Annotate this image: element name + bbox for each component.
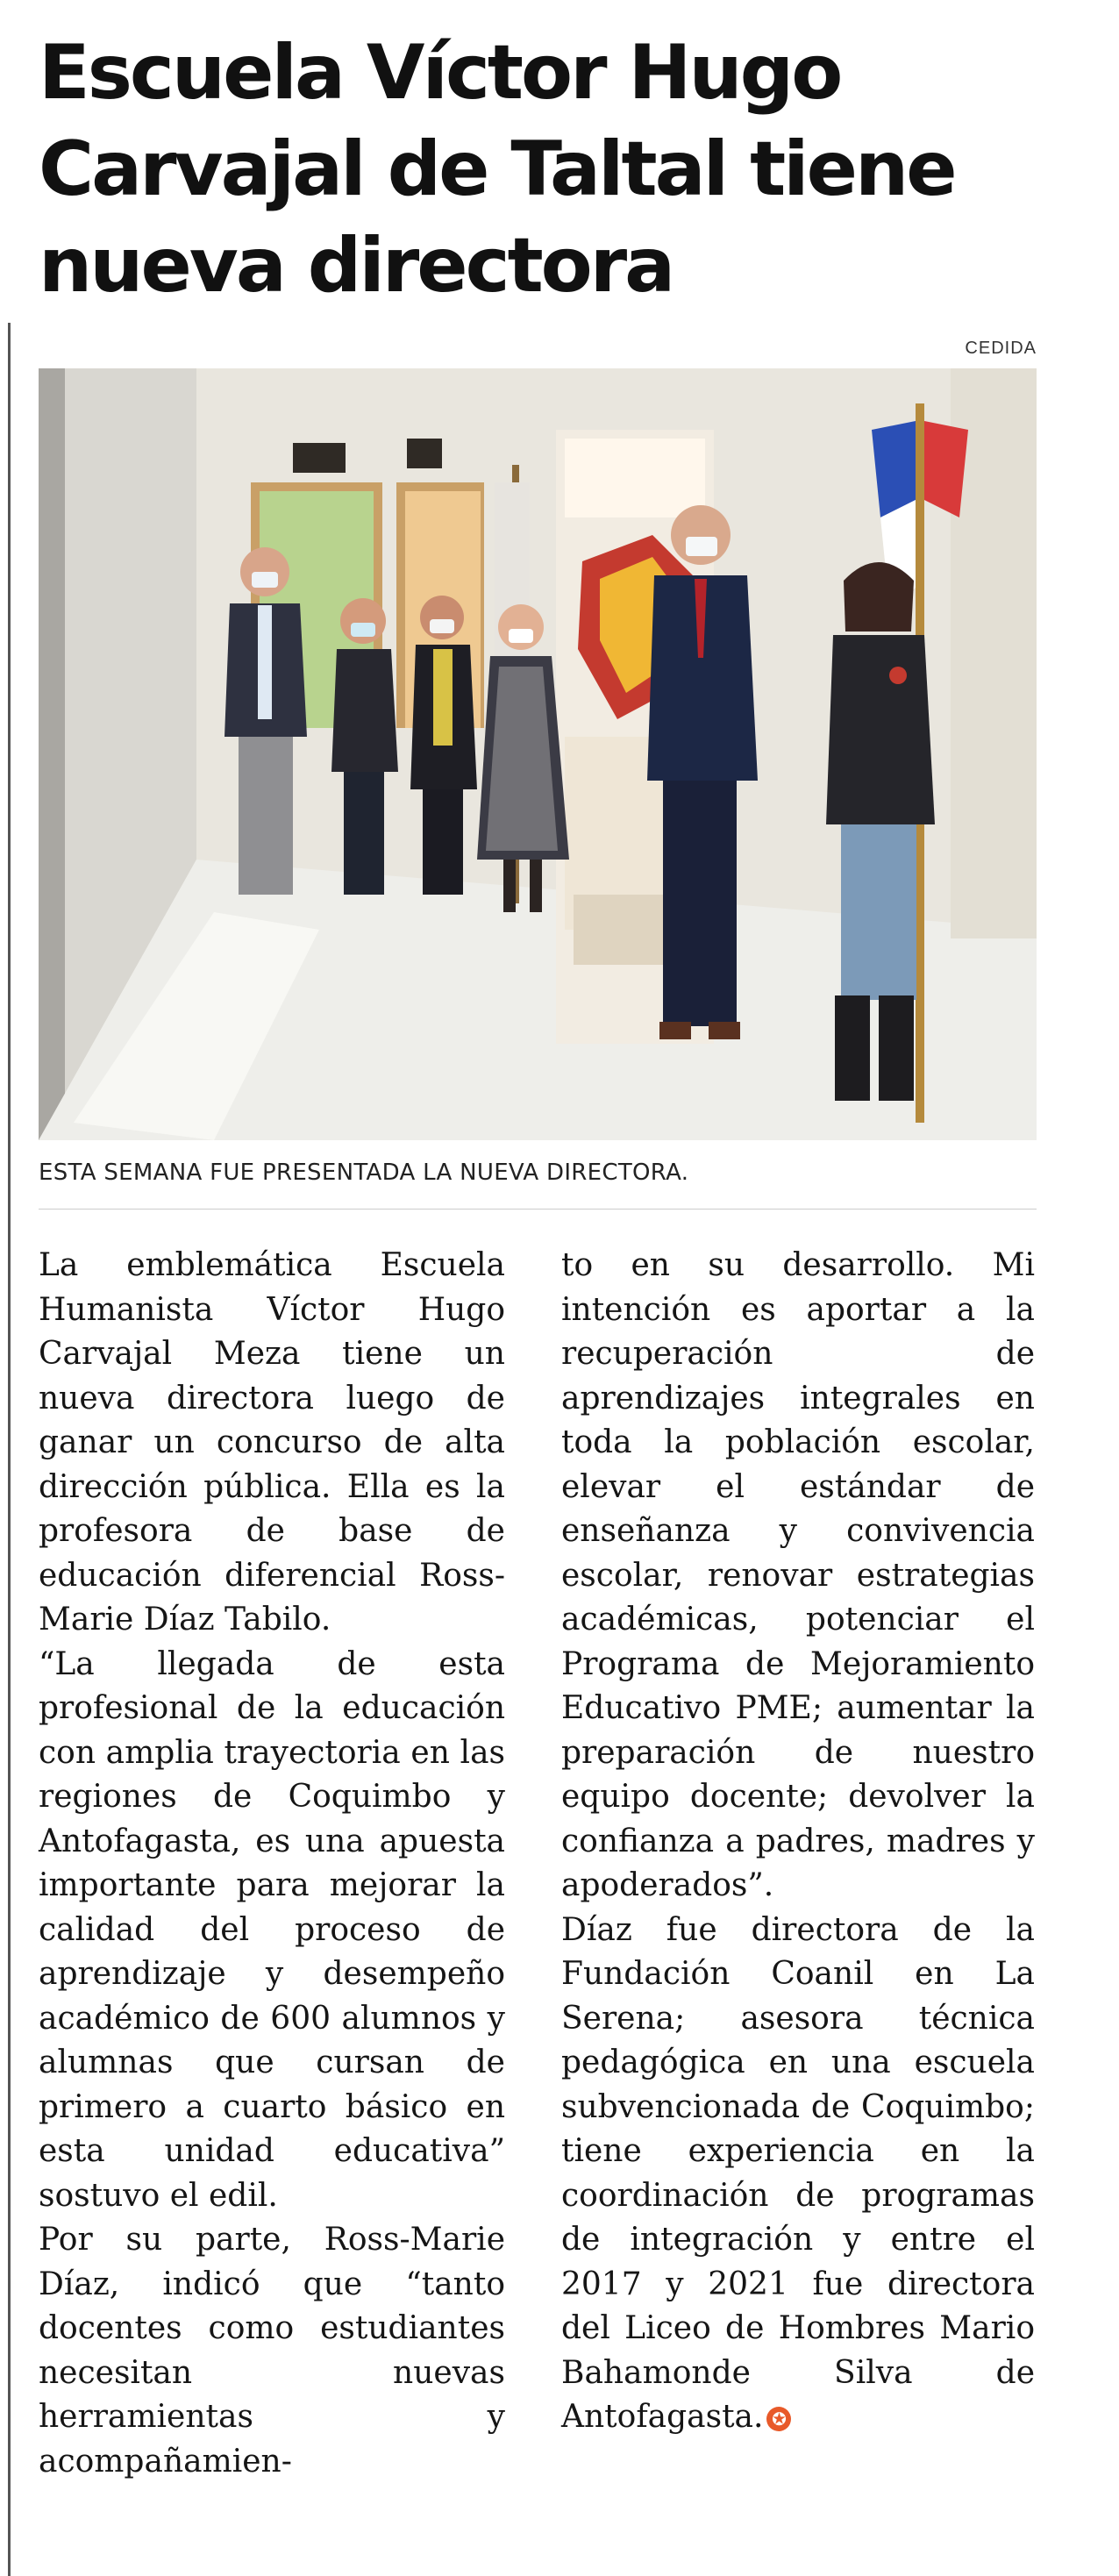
article-column-left [39, 1244, 505, 2484]
body-paragraph: to en su desarrollo. Mi intención es aportar a la recuperación de aprendizajes integrales en toda la población escolar, elevar el estándar de enseñanza y convivencia escolar, renovar estrategias académicas, potenciar el Programa de Mejoramiento Educativo PME; aumentar la preparación de nuestro equipo docente; devolver la confianza a padres, madres y apoderados”. [561, 1247, 1035, 1903]
column-rule [8, 323, 11, 2576]
article-column-right [561, 1244, 1035, 2440]
headline: Escuela Víctor Hugo Carvajal de Taltal tiene nueva directora [39, 29, 955, 310]
body-paragraph: La emblemática Escuela Humanista Víctor Hugo Carvajal Meza tiene un nueva directora luego de ganar un concurso de alta dirección pública. Ella es la profesora de base de educación diferencial Ross-Marie Díaz Tabilo. [39, 1247, 505, 1638]
photo-caption: ESTA SEMANA FUE PRESENTADA LA NUEVA DIRECTORA. [39, 1160, 689, 1186]
end-of-article-icon: ✪ [766, 2407, 791, 2431]
body-text: Díaz fue directora de la Fundación Coanil en La Serena; asesora técnica pedagógica en una escuela subvencionada de Coquimbo; tiene experiencia en la coordinación de programas de integración y entre el 2017 y 2021 fue directora del Liceo de Hombres Mario Bahamonde Silva de Antofagasta. [561, 1911, 1035, 2435]
body-paragraph: “La llegada de esta profesional de la educación con amplia trayectoria en las regiones de Coquimbo y Antofagasta, es una apuesta importante para mejorar la calidad del proceso de aprendizaje y desempeño académico de 600 alumnos y alumnas que cursan de primero a cuarto básico en esta unidad educativa” sostuvo el edil. [39, 1645, 505, 2214]
article-photo [39, 368, 1037, 1140]
photo-credit: CEDIDA [965, 339, 1037, 358]
caption-divider [39, 1209, 1037, 1210]
body-paragraph [561, 1909, 1035, 2440]
body-paragraph: Por su parte, Ross-Marie Díaz, indicó que “tanto docentes como estudiantes necesitan nuevas herramientas y acompañamien- [39, 2222, 505, 2480]
